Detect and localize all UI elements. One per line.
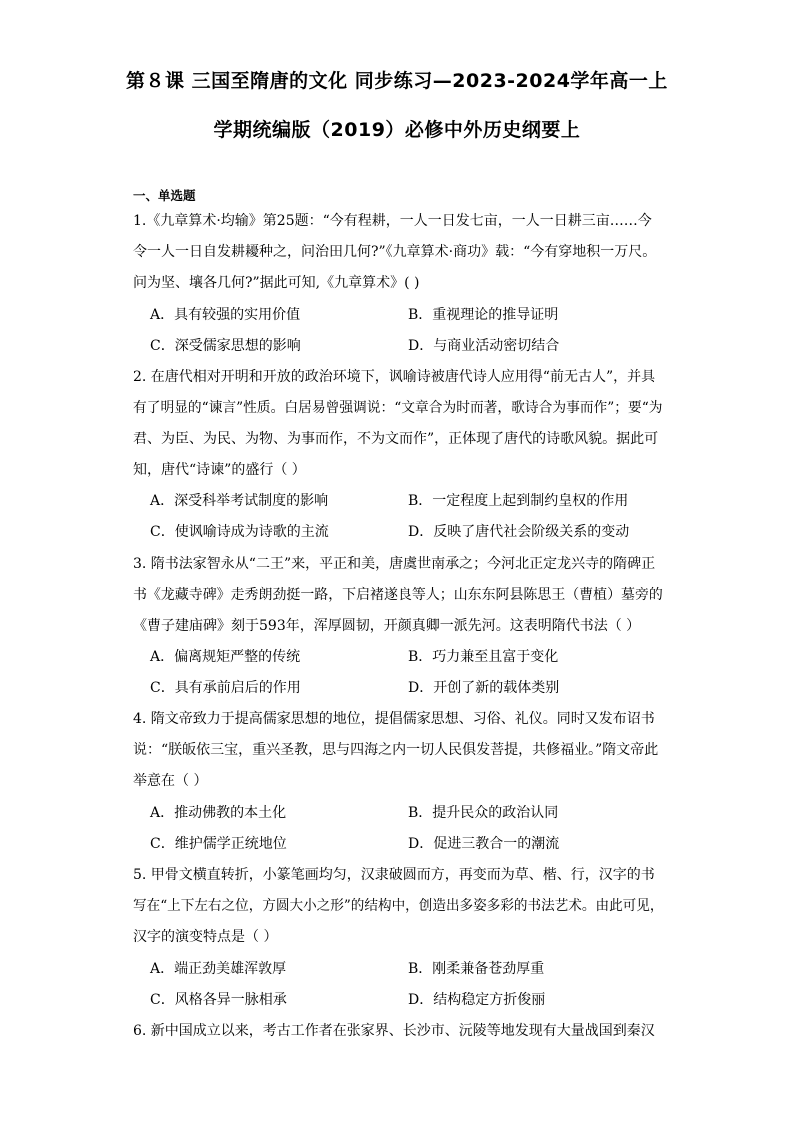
question-2-option-d[interactable]: D．反映了唐代社会阶级关系的变动 [408,524,630,540]
question-1-line-1: 1.《九章算术·均输》第25题：“今有程耕，一人一日发七亩，一人一日耕三亩……今 [133,213,652,229]
question-2-option-c[interactable]: C．使讽喻诗成为诗歌的主流 [150,524,329,540]
question-4-option-b[interactable]: B．提升民众的政治认同 [408,805,559,821]
question-3-option-a[interactable]: A．偏离规矩严整的传统 [150,649,301,665]
question-5-line-2: 写在“上下左右之位，方圆大小之形”的结构中，创造出多姿多彩的书法艺术。由此可见， [133,898,664,914]
question-5-line-3: 汉字的演变特点是（ ） [133,929,278,945]
question-3-line-2: 书《龙藏寺碑》走秀朗劲挺一路，下启褚遂良等人；山东东阿县陈思王（曹植）墓旁的 [133,587,663,603]
question-4-line-2: 说：“朕皈依三宝，重兴圣教，思与四海之内一切人民俱发菩提，共修福业。”隋文帝此 [133,742,659,758]
question-1-line-2: 令一人一日自发耕耰种之，问治田几何?”《九章算术·商功》载：“今有穿地积一万尺。 [133,244,657,260]
question-3-option-b[interactable]: B．巧力兼至且富于变化 [408,649,559,665]
question-3-option-c[interactable]: C．具有承前启后的作用 [150,680,301,696]
question-5-option-d[interactable]: D．结构稳定方折俊丽 [408,992,546,1008]
question-1-option-d[interactable]: D．与商业活动密切结合 [408,338,560,354]
question-2-option-b[interactable]: B．一定程度上起到制约皇权的作用 [408,493,629,509]
section-heading: 一、单选题 [133,188,196,203]
question-5-option-c[interactable]: C．风格各异一脉相承 [150,992,287,1008]
question-5-option-a[interactable]: A．端正劲美雄浑敦厚 [150,961,287,977]
question-4-option-a[interactable]: A．推动佛教的本土化 [150,805,287,821]
question-2-line-2: 有了明显的“谏言”性质。白居易曾强调说：“文章合为时而著，歌诗合为事而作”；要“为 [133,400,663,416]
question-2-line-1: 2. 在唐代相对开明和开放的政治环境下，讽喻诗被唐代诗人应用得“前无古人”，并具 [133,369,656,385]
question-2-line-4: 知，唐代“诗谏”的盛行（ ） [133,462,306,478]
question-6-line-1: 6. 新中国成立以来，考古工作者在张家界、长沙市、沅陵等地发现有大量战国到秦汉 [133,1023,655,1039]
question-1-line-3: 问为坚、壤各几何?”据此可知,《九章算术》( ) [133,275,420,291]
question-2-line-3: 君、为臣、为民、为物、为事而作，不为文而作”，正体现了唐代的诗歌风貌。据此可 [133,431,659,447]
question-3-line-3: 《曹子建庙碑》刻于593年，浑厚圆韧，开颜真卿一派先河。这表明隋代书法（ ） [133,618,641,634]
question-1-option-c[interactable]: C．深受儒家思想的影响 [150,338,301,354]
question-1-option-b[interactable]: B．重视理论的推导证明 [408,307,559,323]
question-1-option-a[interactable]: A．具有较强的实用价值 [150,307,301,323]
question-4-line-3: 举意在（ ） [133,773,208,789]
question-4-line-1: 4. 隋文帝致力于提高儒家思想的地位，提倡儒家思想、习俗、礼仪。同时又发布诏书 [133,711,655,727]
question-3-line-1: 3. 隋书法家智永从“二王”来，平正和美，唐虞世南承之；今河北正定龙兴寺的隋碑正 [133,556,656,572]
document-title-line-1: 第８课 三国至隋唐的文化 同步练习—2023-2024学年高一上 [126,70,668,92]
question-5-option-b[interactable]: B．刚柔兼备苍劲厚重 [408,961,545,977]
document-title-line-2: 学期统编版（2019）必修中外历史纲要上 [213,119,581,141]
question-3-option-d[interactable]: D．开创了新的载体类别 [408,680,560,696]
question-4-option-c[interactable]: C．维护儒学正统地位 [150,836,287,852]
question-2-option-a[interactable]: A．深受科举考试制度的影响 [150,493,329,509]
question-5-line-1: 5. 甲骨文横直转折，小篆笔画均匀，汉隶破圆而方，再变而为草、楷、行，汉字的书 [133,867,655,883]
question-4-option-d[interactable]: D．促进三教合一的潮流 [408,836,560,852]
